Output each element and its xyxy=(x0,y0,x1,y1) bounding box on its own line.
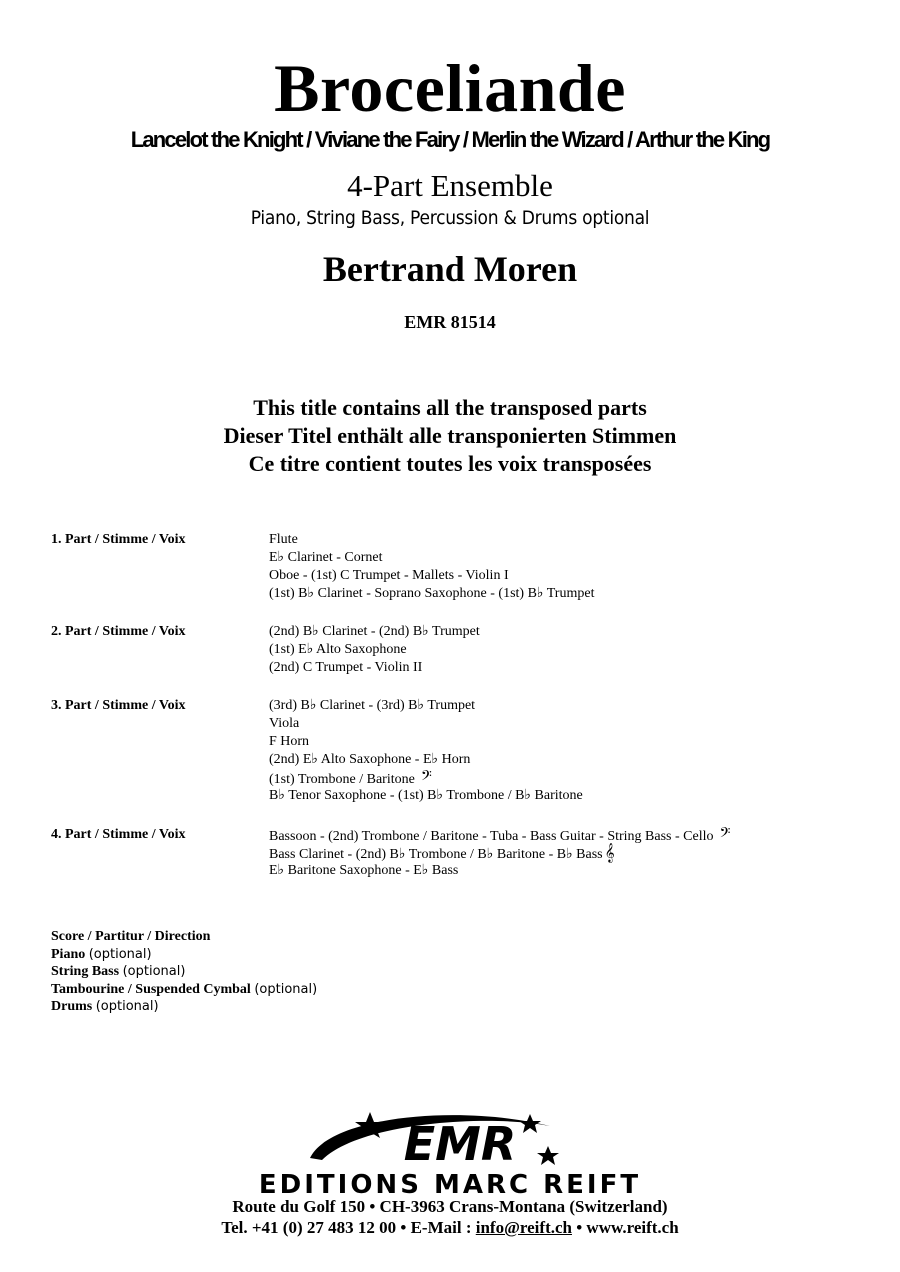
instrument-text: (1st) Trombone / Baritone xyxy=(269,772,415,787)
percussion-line: Tambourine / Suspended Cymbal (optional) xyxy=(51,981,318,997)
score-line: Score / Partitur / Direction xyxy=(51,929,211,944)
transposed-parts-notice-de: Dieser Titel enthält alle transponierten Stimmen xyxy=(223,423,677,448)
instrument-line: Viola xyxy=(269,716,300,731)
instrument-line: (1st) E♭ Alto Saxophone xyxy=(269,642,407,657)
bass-clef-icon: 𝄢 xyxy=(420,768,432,788)
part-3-instruments xyxy=(269,697,583,805)
instrument-text: Bass Clarinet - (2nd) B♭ Trombone / B♭ Baritone - B♭ Bass xyxy=(269,847,603,862)
instrument-line: (2nd) E♭ Alto Saxophone - E♭ Horn xyxy=(269,752,471,767)
piece-subtitle: Lancelot the Knight / Viviane the Fairy / Merlin the Wizard / Arthur the King xyxy=(130,127,770,152)
bass-clef-icon: 𝄢 xyxy=(719,825,731,845)
instrument-line: (2nd) C Trumpet - Violin II xyxy=(269,660,423,675)
email-link[interactable]: info@reift.ch xyxy=(475,1218,572,1237)
star-icon xyxy=(537,1146,559,1165)
drums-line: Drums (optional) xyxy=(51,999,159,1014)
instrument-line: (1st) B♭ Clarinet - Soprano Saxophone - (1st) B♭ Trumpet xyxy=(269,586,595,601)
piano-line: Piano (optional) xyxy=(51,946,152,962)
transposed-parts-notice-en: This title contains all the transposed parts xyxy=(253,395,647,420)
telephone: Tel. +41 (0) 27 483 12 00 • E-Mail : xyxy=(221,1218,476,1237)
publisher-name: EDITIONS MARC REIFT xyxy=(258,1170,642,1200)
catalog-number: EMR 81514 xyxy=(404,312,496,332)
publisher-address: Route du Golf 150 • CH-3963 Crans-Montana (Switzerland) xyxy=(232,1197,668,1216)
part-1-instruments xyxy=(269,531,594,603)
instrument-line: B♭ Tenor Saxophone - (1st) B♭ Trombone / B♭ Baritone xyxy=(269,788,583,803)
string-bass-line: String Bass (optional) xyxy=(51,964,186,979)
instrument-line xyxy=(269,826,730,844)
part-4-label: 4. Part / Stimme / Voix xyxy=(51,827,186,842)
instrument-line xyxy=(269,844,730,862)
composer-name: Bertrand Moren xyxy=(322,249,578,289)
instrument-line: Oboe - (1st) C Trumpet - Mallets - Violin I xyxy=(269,568,509,583)
logo-text: EMR xyxy=(403,1117,517,1171)
instrument-line: Flute xyxy=(269,532,298,547)
publisher-contact xyxy=(0,1217,900,1239)
instrument-line: E♭ Baritone Saxophone - E♭ Bass xyxy=(269,863,459,878)
instrument-line: E♭ Clarinet - Cornet xyxy=(269,550,383,565)
instrument-line: F Horn xyxy=(269,734,310,749)
instrument-line: (3rd) B♭ Clarinet - (3rd) B♭ Trumpet xyxy=(269,698,476,713)
additional-parts xyxy=(51,928,317,1016)
instrument-line xyxy=(269,769,583,787)
optional-instrumentation: Piano, String Bass, Percussion & Drums optional xyxy=(250,207,650,229)
website: • www.reift.ch xyxy=(571,1218,679,1237)
ensemble-type: 4-Part Ensemble xyxy=(347,168,553,203)
instrument-line: (2nd) B♭ Clarinet - (2nd) B♭ Trumpet xyxy=(269,624,480,639)
part-4-instruments xyxy=(269,826,730,880)
part-1-label: 1. Part / Stimme / Voix xyxy=(51,532,186,547)
piece-title: Broceliande xyxy=(274,50,626,126)
transposed-parts-notice-fr: Ce titre contient toutes les voix transposées xyxy=(248,451,652,476)
part-2-label: 2. Part / Stimme / Voix xyxy=(51,624,186,639)
part-3-label: 3. Part / Stimme / Voix xyxy=(51,698,186,713)
treble-clef-icon: 𝄞 xyxy=(604,843,615,863)
part-2-instruments xyxy=(269,623,480,677)
instrument-text: Bassoon - (2nd) Trombone / Baritone - Tuba - Bass Guitar - String Bass - Cello xyxy=(269,829,714,844)
